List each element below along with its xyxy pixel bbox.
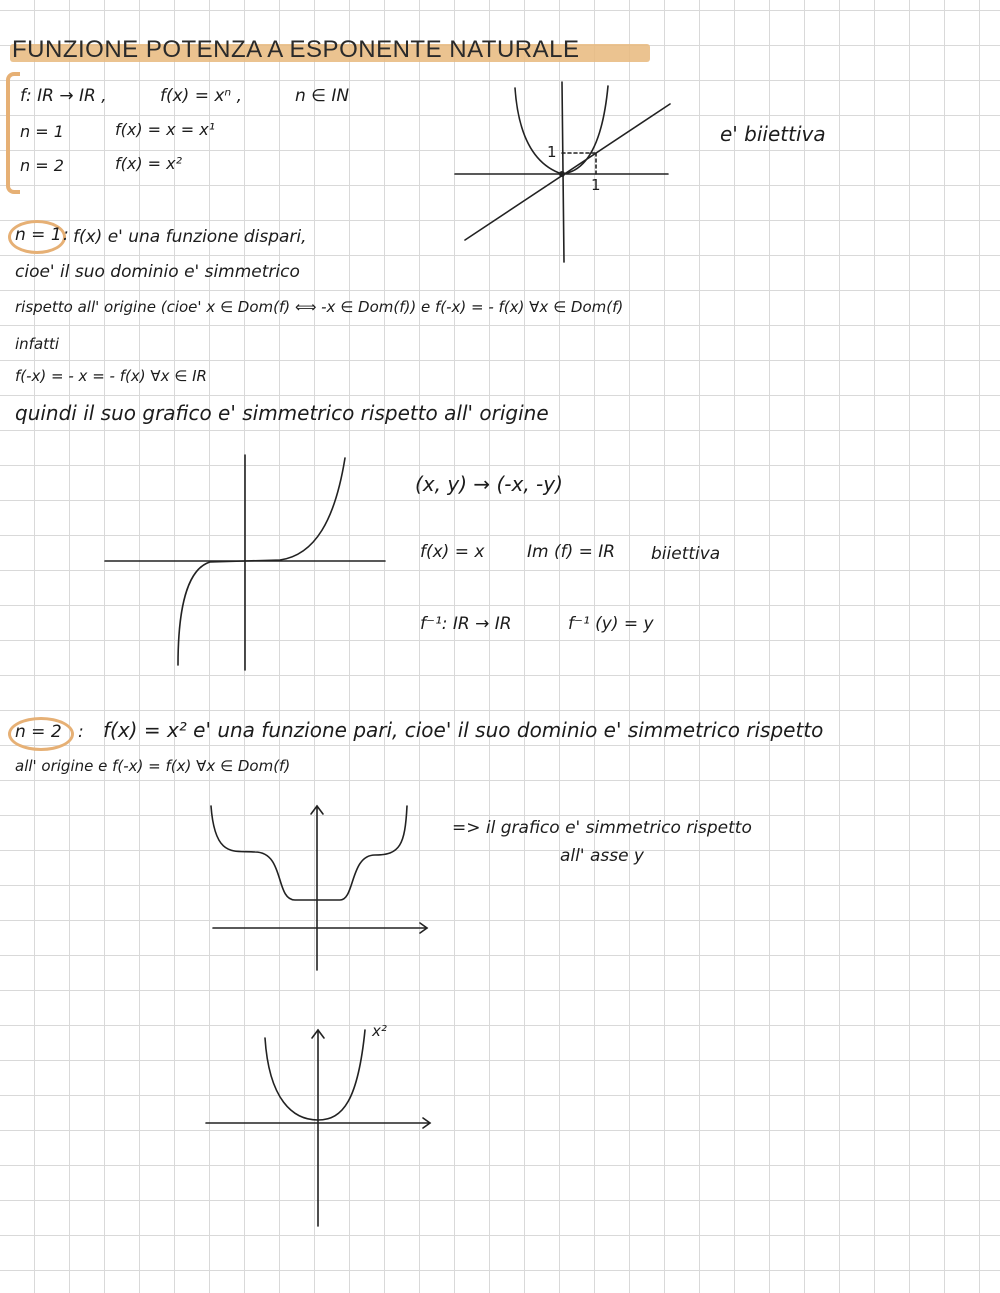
odd-inverse-domain: f⁻¹: IR → IR [420,614,512,634]
graph3-curve [211,806,407,900]
odd-tag: n = 1 [15,225,62,245]
odd-line6: quindi il suo grafico e' simmetrico rispetto all' origine [15,401,549,425]
graph-odd-function [100,450,390,675]
even-line1: f(x) = x² e' una funzione pari, cioe' il suo dominio e' simmetrico rispetto [103,718,824,742]
graph4-label: x² [372,1022,387,1040]
odd-inverse-formula: f⁻¹ (y) = y [568,614,654,634]
odd-line1: f(x) e' una funzione dispari, [73,227,307,247]
odd-line4: infatti [15,335,60,353]
odd-line5: f(-x) = - x = - f(x) ∀x ∈ IR [15,367,207,385]
def-power-formula: f(x) = xⁿ , [160,86,243,106]
def-n-natural: n ∈ IN [295,86,350,106]
page-title: FUNZIONE POTENZA A ESPONENTE NATURALE [12,36,580,63]
even-line2: all' origine e f(-x) = f(x) ∀x ∈ Dom(f) [15,757,291,775]
graph4-parabola [265,1030,365,1120]
def-domain-codomain: f: IR → IR , [20,86,107,106]
odd-colon: : [63,225,69,245]
even-tag: n = 2 [15,722,62,742]
odd-image: Im (f) = IR [527,542,616,562]
def-n1-formula: f(x) = x = x¹ [115,120,216,139]
definition-bracket [6,72,20,194]
odd-line3: rispetto all' origine (cioe' x ∈ Dom(f) ⟺ -x ∈ Dom(f)) e f(-x) = - f(x) ∀x ∈ Dom(f) [15,298,624,316]
graph-even-function [205,800,435,975]
graph-identity-and-square [450,80,680,270]
def-n1-label: n = 1 [20,122,64,141]
bijective-note: e' biiettiva [720,122,826,146]
graph1-tick-x: 1 [591,176,601,194]
def-n2-label: n = 2 [20,156,64,175]
graph1-tick-y: 1 [547,143,557,161]
odd-line2: cioe' il suo dominio e' simmetrico [15,262,300,282]
odd-fx: f(x) = x [420,542,485,562]
odd-map: (x, y) → (-x, -y) [415,472,563,496]
def-n2-formula: f(x) = x² [115,154,183,173]
graph1-origin-dot [559,171,565,177]
odd-bijective: biiettiva [651,544,721,564]
graph1-line [465,104,670,240]
even-note2: all' asse y [560,846,644,866]
even-note1: => il grafico e' simmetrico rispetto [452,818,752,838]
graph-square-function [203,1020,438,1230]
even-colon: : [78,722,84,742]
